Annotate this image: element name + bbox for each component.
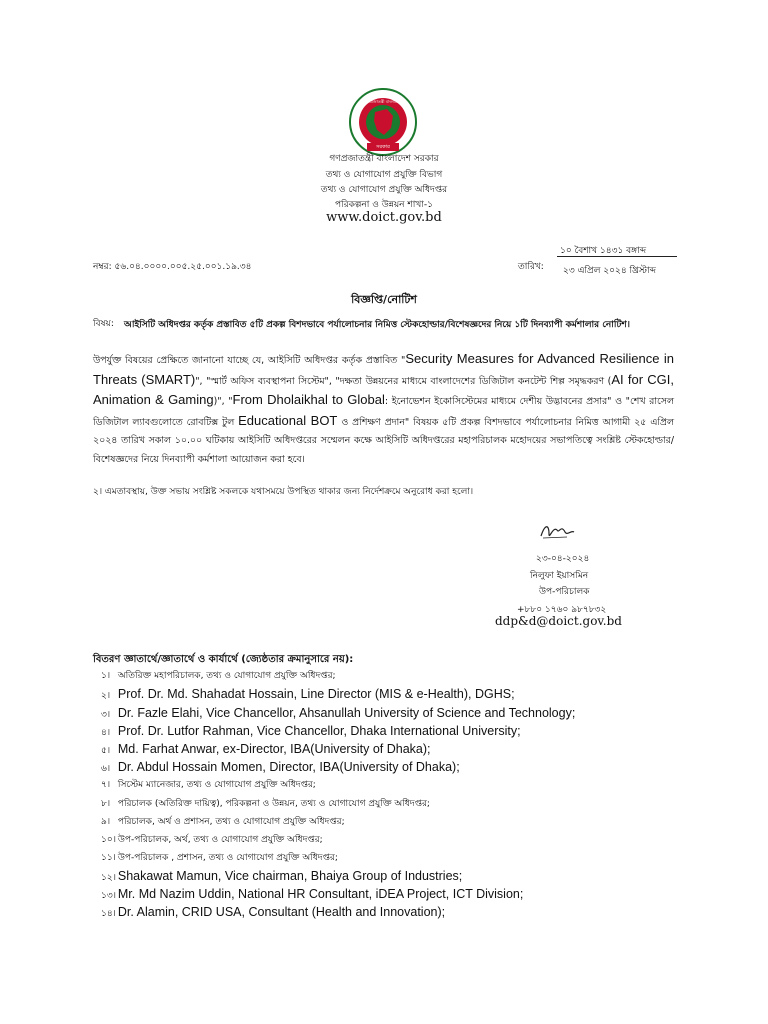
- header-division: তথ্য ও যোগাযোগ প্রযুক্তি বিভাগ: [325, 170, 443, 180]
- date-english: ২৩ এপ্রিল ২০২৪ খ্রিস্টাব্দ: [563, 266, 656, 276]
- body-paragraph-1: [93, 350, 674, 469]
- item-text: Prof. Dr. Md. Shahadat Hossain, Line Director (MIS & e-Health), DGHS;: [117, 687, 515, 701]
- emblem-text-top: গণপ্রজাতন্ত্রী বাংলাদেশ: [364, 99, 402, 104]
- item-number: ১১।: [101, 853, 116, 863]
- website-link[interactable]: www.doict.gov.bd: [326, 210, 442, 225]
- subject-label: বিষয়:: [93, 319, 114, 329]
- item-text: Md. Farhat Anwar, ex-Director, IBA(University of Dhaka);: [117, 742, 431, 756]
- date-bangla: ১০ বৈশাখ ১৪৩১ বঙ্গাব্দ: [560, 246, 647, 256]
- distribution-heading: বিতরণ জ্ঞাতার্থে/জ্ঞাতার্থে ও কার্যার্থে (জ্যেষ্ঠতার ক্রমানুসারে নয়):: [93, 654, 354, 665]
- signature-mark: [537, 520, 577, 544]
- item-number: ১০।: [101, 835, 116, 845]
- p1-en-bot: Educational BOT: [238, 412, 338, 428]
- item-text: Dr. Fazle Elahi, Vice Chancellor, Ahsanullah University of Science and Technology;: [117, 706, 576, 720]
- p1-en-dholaikhal: From Dholaikhal to Global: [232, 392, 385, 407]
- p1-part-b: ", "স্মার্ট অফিস ব্যবস্থাপনা সিস্টেম", "দক্ষতা উন্নয়নের মাধ্যমে বাংলাদেশের ডিজিটাল কনটেন্ট শিল্প সমৃদ্ধকরণ (: [195, 375, 612, 387]
- date-divider: [557, 256, 677, 257]
- p1-part-d: : ইনোভেশন ইকোসিস্টেমের মাধ্যমে দেশীয় উদ্ভাবনের প্রসার" ও "শেখ রাসেল ডিজিটাল ল্যাবগুলোতে রোবটিক্স টুল: [93, 396, 674, 428]
- item-text: উপ-পরিচালক , প্রশাসন, তথ্য ও যোগাযোগ প্রযুক্তি অধিদপ্তর;: [117, 853, 338, 863]
- distribution-item: [101, 831, 323, 850]
- item-number: ৫।: [101, 746, 111, 756]
- p1-en-ai: AI for CGI, Animation & Gaming: [93, 371, 674, 407]
- item-text: পরিচালক, অর্থ ও প্রশাসন, তথ্য ও যোগাযোগ প্রযুক্তি অধিদপ্তর;: [117, 817, 345, 827]
- item-number: ৬।: [101, 764, 111, 774]
- emblem-text-bottom: সরকার: [376, 144, 390, 150]
- subject-text: আইসিটি অধিদপ্তর কর্তৃক প্রস্তাবিত ৫টি প্রকল্প বিশদভাবে পর্যালোচনার নিমিত্ত স্টেকহোল্ডার/বিশেষজ্ঞদের নিয়ে ১টি দিনব্যাপী কর্মশালার নোটিশ।: [124, 320, 630, 330]
- item-number: ১৩।: [101, 891, 116, 901]
- item-text: Prof. Dr. Lutfor Rahman, Vice Chancellor, Dhaka International University;: [117, 724, 521, 738]
- p1-part-e: ও প্রশিক্ষণ প্রদান" বিষয়ক ৫টি প্রকল্প বিশদভাবে পর্যালোচনার নিমিত্ত আগামী ২৫ এপ্রিল ২০২৪ তারিখ সকাল ১০.০০ ঘটিকায় আইসিটি অধিদপ্তরের সম্মেলন কক্ষে আইসিটি অধিদপ্তরের মহাপরিচালক মহোদয়ের সভাপতিত্বে সংশ্লিষ্ট স্টেকহোল্ডার/বিশেষজ্ঞদের নিয়ে দিনব্যাপী কর্মশালা আয়োজন করা হবে।: [93, 416, 675, 465]
- distribution-item: [101, 776, 316, 795]
- item-number: ৩।: [101, 710, 111, 720]
- distribution-item: [101, 667, 336, 686]
- distribution-item: [101, 813, 345, 832]
- item-text: Mr. Md Nazim Uddin, National HR Consultant, iDEA Project, ICT Division;: [117, 887, 524, 901]
- item-text: Dr. Alamin, CRID USA, Consultant (Health and Innovation);: [117, 905, 446, 919]
- item-number: ১।: [101, 671, 111, 681]
- item-number: ৭।: [101, 780, 111, 790]
- item-text: অতিরিক্ত মহাপরিচালক, তথ্য ও যোগাযোগ প্রযুক্তি অধিদপ্তর;: [117, 671, 336, 681]
- distribution-item: [101, 685, 515, 706]
- signature-date: ২৩-০৪-২০২৪: [536, 554, 590, 564]
- p1-part-c: )", ": [213, 396, 233, 407]
- p1-en-smart: Security Measures for Advanced Resilience in Threats (SMART): [93, 351, 674, 387]
- distribution-item: [101, 903, 445, 924]
- item-text: Dr. Abdul Hossain Momen, Director, IBA(University of Dhaka);: [117, 760, 460, 774]
- notice-title: বিজ্ঞপ্তি/নোটিশ: [351, 293, 417, 306]
- distribution-item: [101, 795, 430, 814]
- signatory-email[interactable]: ddp&d@doict.gov.bd: [495, 614, 622, 628]
- item-number: ৮।: [101, 799, 111, 809]
- item-number: ৯।: [101, 817, 111, 827]
- signatory-phone: +৮৮০ ১৭৬০ ৯৮৭৮৩২: [517, 605, 607, 615]
- distribution-item: [101, 849, 338, 868]
- signatory-designation: উপ-পরিচালক: [539, 587, 590, 597]
- item-number: ৪।: [101, 728, 111, 738]
- body-paragraph-2: ২। এমতাবস্থায়, উক্ত সভায় সংশ্লিষ্ট সকলকে যথাসময়ে উপস্থিত থাকার জন্য নির্দেশক্রমে অনুরোধ করা হলো।: [93, 487, 474, 497]
- item-number: ১২।: [101, 873, 116, 883]
- item-text: Shakawat Mamun, Vice chairman, Bhaiya Group of Industries;: [117, 869, 463, 883]
- item-text: সিস্টেম ম্যানেজার, তথ্য ও যোগাযোগ প্রযুক্তি অধিদপ্তর;: [117, 780, 316, 790]
- item-text: পরিচালক (অতিরিক্ত দায়িত্ব), পরিকল্পনা ও উন্নয়ন, তথ্য ও যোগাযোগ প্রযুক্তি অধিদপ্তর;: [117, 799, 430, 809]
- item-number: ২।: [101, 691, 111, 701]
- p1-part-a: উপর্যুক্ত বিষয়ের প্রেক্ষিতে জানানো যাচ্ছে যে, আইসিটি অধিদপ্তর কর্তৃক প্রস্তাবিত ": [93, 355, 406, 366]
- memo-number: নম্বর: ৫৬.০৪.০০০০.০০৫.২৫.০০১.১৯.৩৪: [93, 262, 252, 272]
- signatory-name: নিলুফা ইয়াসমিন: [530, 571, 589, 581]
- header-department: তথ্য ও যোগাযোগ প্রযুক্তি অধিদপ্তর: [320, 185, 448, 195]
- header-government: গণপ্রজাতন্ত্রী বাংলাদেশ সরকার: [329, 154, 439, 164]
- item-text: উপ-পরিচালক, অর্থ, তথ্য ও যোগাযোগ প্রযুক্তি অধিদপ্তর;: [117, 835, 323, 845]
- item-number: ১৪।: [101, 909, 116, 919]
- header-section: পরিকল্পনা ও উন্নয়ন শাখা-১: [335, 200, 433, 210]
- date-label: তারিখ:: [518, 262, 544, 272]
